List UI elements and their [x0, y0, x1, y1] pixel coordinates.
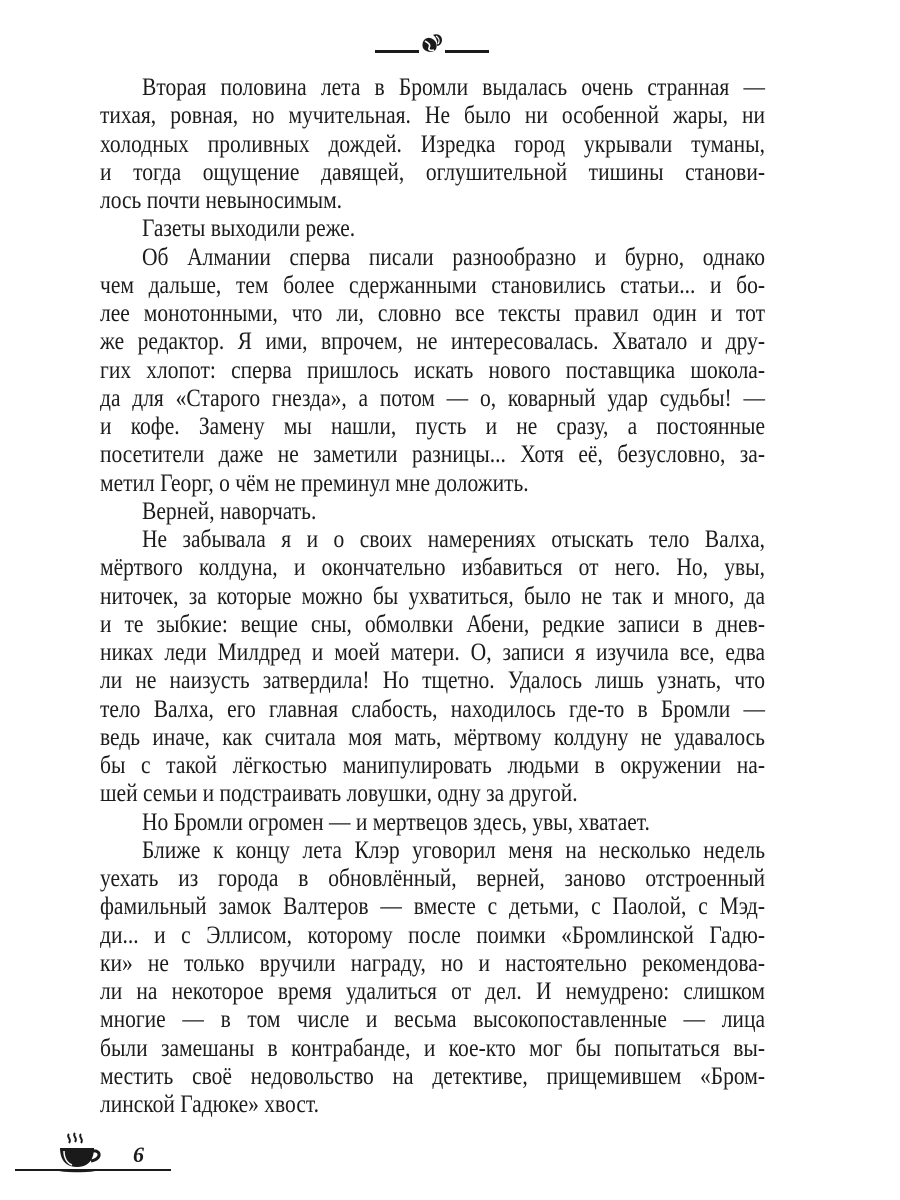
text-line-content: ди... и с Эллисом, которому после поимки «Бромлинской Гадю-	[100, 921, 765, 949]
text-line-content: Верней, наворчать.	[142, 497, 317, 525]
text-line-content: никах леди Милдред и моей матери. О, записи я изучила все, едва	[100, 639, 766, 666]
text-line-content: лее монотонными, что ли, словно все тексты правил один и тот	[100, 300, 765, 327]
text-line-content: Об Алмании сперва писали разнообразно и бурно, однако	[142, 243, 765, 271]
text-line	[100, 187, 765, 215]
coffee-bean-icon	[419, 32, 445, 56]
top-ornament	[373, 30, 489, 56]
text-line	[100, 724, 765, 752]
text-line-content: да для «Старого гнезда», а потом — о, коварный удар судьбы! —	[100, 384, 765, 412]
text-line-content: Не забывала я и о своих намерениях отыскать тело Валха,	[142, 526, 766, 553]
text-line	[100, 1063, 765, 1091]
text-line	[100, 385, 765, 413]
text-line-content: многие — в том числе и весьма высокопоставленные — лица	[100, 1006, 765, 1034]
text-line	[100, 441, 765, 469]
footer-rule	[15, 1169, 171, 1171]
text-line	[100, 922, 765, 950]
text-line	[100, 357, 765, 385]
text-line	[100, 667, 765, 695]
page-number: 6	[133, 1142, 144, 1167]
text-line-content: уехать из города в обновлённый, верней, заново отстроенный	[100, 865, 766, 892]
text-line	[100, 809, 765, 837]
text-line-content: фамильный замок Валтеров — вместе с детьми, с Паолой, с Мэд-	[100, 893, 765, 921]
text-line-content: чем дальше, тем более сдержанными становились статьи... и бо-	[100, 271, 765, 299]
text-line	[100, 1006, 765, 1034]
body-text	[100, 74, 765, 1119]
text-line	[100, 74, 765, 102]
text-line-content: и кофе. Замену мы нашли, пусть и не сразу, а постоянные	[100, 413, 766, 440]
text-line-content: линской Гадюке» хвост.	[100, 1091, 320, 1118]
text-line-content: Ближе к концу лета Клэр уговорил меня на несколько недель	[142, 836, 766, 864]
text-line	[100, 554, 765, 582]
text-line	[100, 526, 765, 554]
text-line-content: мёртвого колдуна, и окончательно избавиться от него. Но, увы,	[100, 554, 765, 582]
text-line	[100, 328, 765, 356]
text-line	[100, 470, 765, 498]
text-line	[100, 131, 765, 159]
text-line-content: гих хлопот: сперва пришлось искать нового поставщика шокола-	[100, 356, 765, 384]
text-line	[100, 893, 765, 921]
text-line-content: холодных проливных дождей. Изредка город укрывали туманы,	[100, 130, 765, 158]
text-line-content: ведь иначе, как считала моя мать, мёртвому колдуну не удавалось	[100, 723, 765, 751]
text-line-content: Газеты выходили реже.	[142, 215, 356, 243]
text-line	[100, 583, 765, 611]
text-line	[100, 865, 765, 893]
text-line	[100, 498, 765, 526]
text-line-content: и те зыбкие: вещие сны, обмолвки Абени, редкие записи в днев-	[100, 610, 765, 638]
text-line	[100, 215, 765, 243]
text-line	[100, 300, 765, 328]
page-footer	[55, 1132, 175, 1177]
text-line	[100, 244, 765, 272]
text-line	[100, 639, 765, 667]
text-line-content: местить своё недовольство на детективе, прищемившем «Бром-	[100, 1062, 766, 1090]
text-line-content: Вторая половина лета в Бромли выдалась очень странная —	[142, 74, 766, 101]
text-line-content: Но Бромли огромен — и мертвецов здесь, увы, хватает.	[142, 808, 650, 836]
text-line-content: и тогда ощущение давящей, оглушительной тишины станови-	[100, 158, 765, 186]
text-line	[100, 102, 765, 130]
text-line-content: ки» не только вручили награду, но и настоятельно рекомендова-	[100, 949, 765, 977]
text-line	[100, 978, 765, 1006]
text-line	[100, 159, 765, 187]
text-line-content: же редактор. Я ими, впрочем, не интересовалась. Хватало и дру-	[100, 328, 765, 356]
text-line	[100, 752, 765, 780]
ornament-rule-right	[445, 50, 489, 53]
text-line-content: ли на некоторое время удалиться от дел. И немудрено: слишком	[100, 978, 766, 1005]
text-line	[100, 837, 765, 865]
text-line	[100, 950, 765, 978]
text-line-content: посетители даже не заметили разницы... Хотя её, безусловно, за-	[100, 441, 766, 469]
ornament-rule-left	[375, 50, 419, 53]
text-line-content: бы с такой лёгкостью манипулировать людьми в окружении на-	[100, 752, 765, 779]
text-line-content: тихая, ровная, но мучительная. Не было ни особенной жары, ни	[100, 102, 765, 130]
text-line	[100, 696, 765, 724]
text-line-content: тело Валха, его главная слабость, находилось где-то в Бромли —	[100, 695, 766, 723]
text-line	[100, 272, 765, 300]
text-line-content: лось почти невыносимым.	[100, 187, 343, 214]
text-line-content: ли не наизусть затвердила! Но тщетно. Удалось лишь узнать, что	[100, 667, 765, 695]
text-line	[100, 413, 765, 441]
text-line	[100, 1091, 765, 1119]
text-line	[100, 611, 765, 639]
text-line-content: были замешаны в контрабанде, и кое-кто мог бы попытаться вы-	[100, 1034, 766, 1062]
text-line	[100, 1035, 765, 1063]
text-line	[100, 780, 765, 808]
text-line-content: ниточек, за которые можно бы ухватиться, было не так и много, да	[100, 582, 766, 610]
text-line-content: метил Георг, о чём не преминул мне доложить.	[100, 469, 529, 497]
text-line-content: шей семьи и подстраивать ловушки, одну за другой.	[100, 780, 578, 808]
